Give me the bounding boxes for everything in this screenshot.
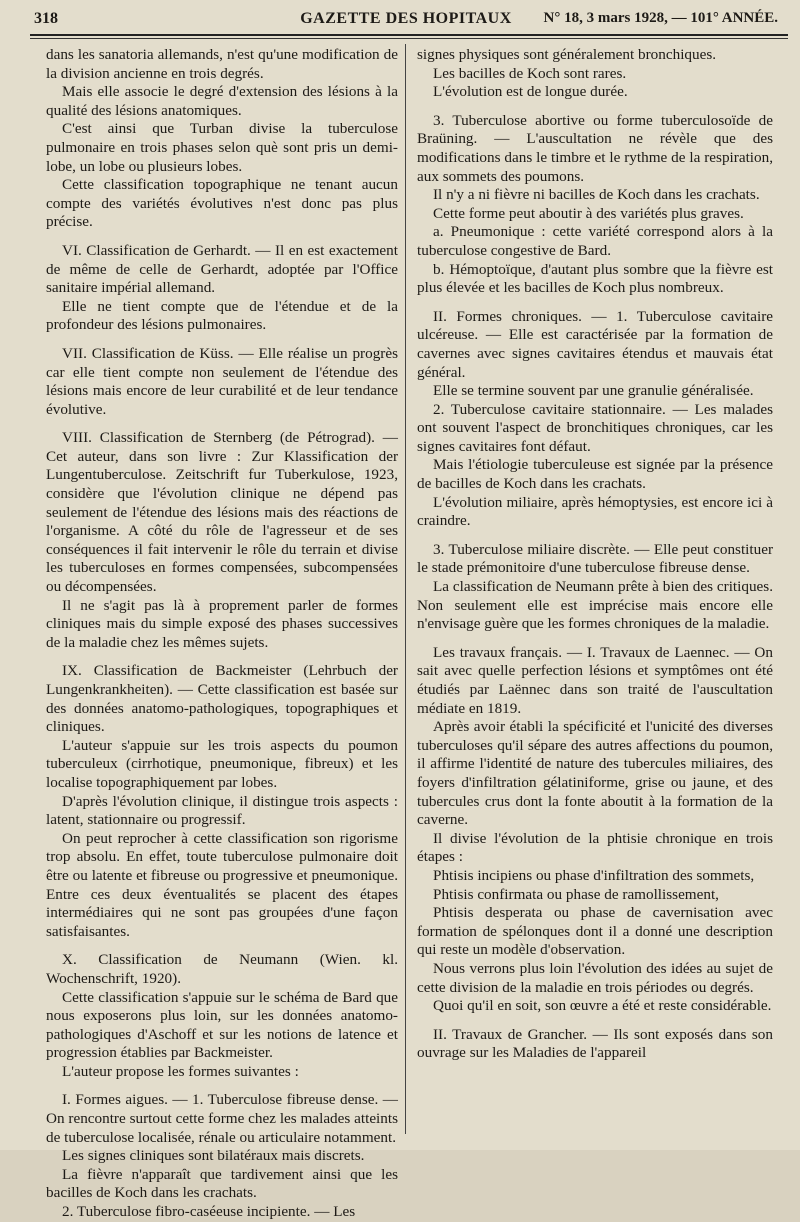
paragraph: 3. Tuberculose abortive ou forme tuberculosoïde de Braüning. — L'auscultation ne révèle que des modifications dans le timbre et le rythme de la respiration, aux sommets des poumons. (417, 111, 773, 185)
paragraph: VI. Classification de Gerhardt. — Il en est exactement de même de celle de Gerhardt, adoptée par l'Office sanitaire impérial allemand. (46, 241, 398, 297)
paragraph: dans les sanatoria allemands, n'est qu'une modification de la division ancienne en trois degrés. (46, 46, 398, 82)
paragraph: Nous verrons plus loin l'évolution des idées au sujet de cette division de la maladie en trois périodes ou degrés. (417, 959, 773, 996)
issue-info: N° 18, 3 mars 1928, — 101° ANNÉE. (543, 10, 778, 26)
paragraph: II. Travaux de Grancher. — Ils sont exposés dans son ouvrage sur les Maladies de l'appareil (417, 1025, 773, 1062)
paragraph: Cette forme peut aboutir à des variétés plus graves. (433, 204, 744, 222)
paragraph: Cette classification topographique ne tenant aucun compte des variétés évolutives n'est donc pas plus précise. (46, 176, 398, 231)
column-divider (405, 44, 406, 1134)
paragraph: On peut reprocher à cette classification son rigorisme trop absolu. En effet, toute tuberculose pulmonaire doit être ou latente et fibreuse ou progressive et pneumonique. Entre ces deux éventualités se placent des étapes intermédiaires qui ne sont pas groupées d'une façon satisfaisantes. (46, 829, 398, 940)
header-rule-thin (30, 38, 788, 39)
paragraph: Phtisis desperata ou phase de cavernisation avec formation de spélonques dont il a donné une description qui reste un modèle d'observation. (417, 904, 773, 959)
paragraph: a. Pneumonique : cette variété correspond alors à la tuberculose congestive de Bard. (417, 223, 773, 259)
paragraph: Elle ne tient compte que de l'étendue et de la profondeur des lésions pulmonaires. (46, 297, 398, 334)
paragraph: Phtisis incipiens ou phase d'infiltration des sommets, (433, 866, 755, 884)
paragraph: L'auteur s'appuie sur les trois aspects du poumon tuberculeux (cirrhotique, pneumonique, fibreux) et les localise topographiquement par lobes. (46, 736, 398, 791)
paragraph: Les signes cliniques sont bilatéraux mais discrets. (62, 1147, 365, 1165)
paragraph: 2. Tuberculose fibro-caséeuse incipiente. — Les (62, 1203, 356, 1221)
paragraph: D'après l'évolution clinique, il distingue trois aspects : latent, stationnaire ou progressif. (46, 792, 398, 829)
page-number: 318 (34, 10, 58, 27)
header-rule (30, 34, 788, 36)
paragraph: Phtisis confirmata ou phase de ramollissement, (433, 885, 719, 903)
paragraph: Après avoir établi la spécificité et l'unicité des diverses tuberculoses qu'il sépare des autres affections du poumon, il affirme l'identité de nature des tubercules miliaires, des foyers d'infiltration gélatiniforme, grise ou jaune, et des tubercules crus dont la fonte aboutit à la formation de la caverne. (417, 718, 773, 829)
paragraph: Il ne s'agit pas là à proprement parler de formes cliniques mais du simple exposé des phases successives de la maladie chez les mêmes sujets. (46, 596, 398, 651)
paragraph: 2. Tuberculose cavitaire stationnaire. — Les malades ont souvent l'aspect de bronchitiques chroniques, car les signes cavitaires font défaut. (417, 400, 773, 455)
paragraph: II. Formes chroniques. — 1. Tuberculose cavitaire ulcéreuse. — Elle est caractérisée par la formation de cavernes avec signes cavitaires étendus et mauvais état général. (417, 307, 773, 381)
paragraph: L'auteur propose les formes suivantes : (62, 1062, 299, 1080)
paragraph: I. Formes aigues. — 1. Tuberculose fibreuse dense. — On rencontre surtout cette forme chez les malades atteints de tuberculose localisée, rénale ou articulaire notamment. (46, 1091, 398, 1146)
paragraph: IX. Classification de Backmeister (Lehrbuch der Lungenkrankheiten). — Cette classification est basée sur des données anatomo-pathologiques, topographiques et cliniques. (46, 662, 398, 736)
paragraph: signes physiques sont généralement bronchiques. (417, 46, 717, 63)
paragraph: Elle se termine souvent par une granulie généralisée. (433, 382, 754, 400)
paragraph: Quoi qu'il en soit, son œuvre a été et reste considérable. (433, 997, 772, 1015)
paragraph: Mais l'étiologie tuberculeuse est signée par la présence de bacilles de Koch dans les crachats. (417, 456, 773, 493)
paragraph: 3. Tuberculose miliaire discrète. — Elle peut constituer le stade prémonitoire d'une tuberculose fibreuse dense. (417, 540, 773, 577)
paragraph: VII. Classification de Küss. — Elle réalise un progrès car elle tient compte non seulement de l'étendue des lésions mais encore de leur curabilité et de leur tendance évolutive. (46, 344, 398, 418)
paragraph: Il n'y a ni fièvre ni bacilles de Koch dans les crachats. (433, 186, 760, 204)
paragraph: La classification de Neumann prête à bien des critiques. Non seulement elle est imprécise mais encore elle n'envisage guère que les formes chroniques de la maladie. (417, 578, 773, 633)
paragraph: La fièvre n'apparaît que tardivement ainsi que les bacilles de Koch dans les crachats. (46, 1165, 398, 1202)
paragraph: VIII. Classification de Sternberg (de Pétrograd). — Cet auteur, dans son livre : Zur Klassification der Lungentuberculose. Zeitschrift fur Tuberkulose, 1923, considère que l'évolution clinique ne dépend pas seulement de l'étendue des lésions mais des réactions de l'organisme. A côté du rôle de l'agresseur et de ses conséquences il fait intervenir le rôle du terrain et divise les tuberculoses en formes compensées, subcompensées ou décompensées. (46, 429, 398, 596)
paragraph: Cette classification s'appuie sur le schéma de Bard que nous exposerons plus loin, sur les données anatomo-pathologiques d'Aschoff et sur les notions de latence et progression établies par Backmeister. (46, 988, 398, 1062)
page-header (30, 6, 782, 32)
paragraph: L'évolution est de longue durée. (433, 83, 628, 101)
journal-title: GAZETTE DES HOPITAUX (300, 10, 512, 27)
paragraph: Les travaux français. — I. Travaux de Laennec. — On sait avec quelle perfection lésions et symptômes ont été étudiés par Laënnec dans son traité de l'auscultation médiate en 1819. (417, 643, 773, 717)
left-column (46, 46, 398, 1222)
paragraph: C'est ainsi que Turban divise la tuberculose pulmonaire en trois phases selon què sont pris un demi-lobe, un lobe ou plusieurs lobes. (46, 120, 398, 175)
paragraph: L'évolution miliaire, après hémoptysies, est encore ici à craindre. (417, 493, 773, 530)
paragraph: Mais elle associe le degré d'extension des lésions à la qualité des lésions anatomiques. (46, 83, 398, 119)
paragraph: b. Hémoptoïque, d'autant plus sombre que la fièvre est plus élevée et les bacilles de Koch plus nombreux. (417, 260, 773, 297)
paragraph: X. Classification de Neumann (Wien. kl. Wochenschrift, 1920). (46, 951, 398, 987)
right-column (417, 46, 773, 1063)
paragraph: Il divise l'évolution de la phtisie chronique en trois étapes : (417, 829, 773, 866)
paragraph: Les bacilles de Koch sont rares. (433, 64, 627, 82)
